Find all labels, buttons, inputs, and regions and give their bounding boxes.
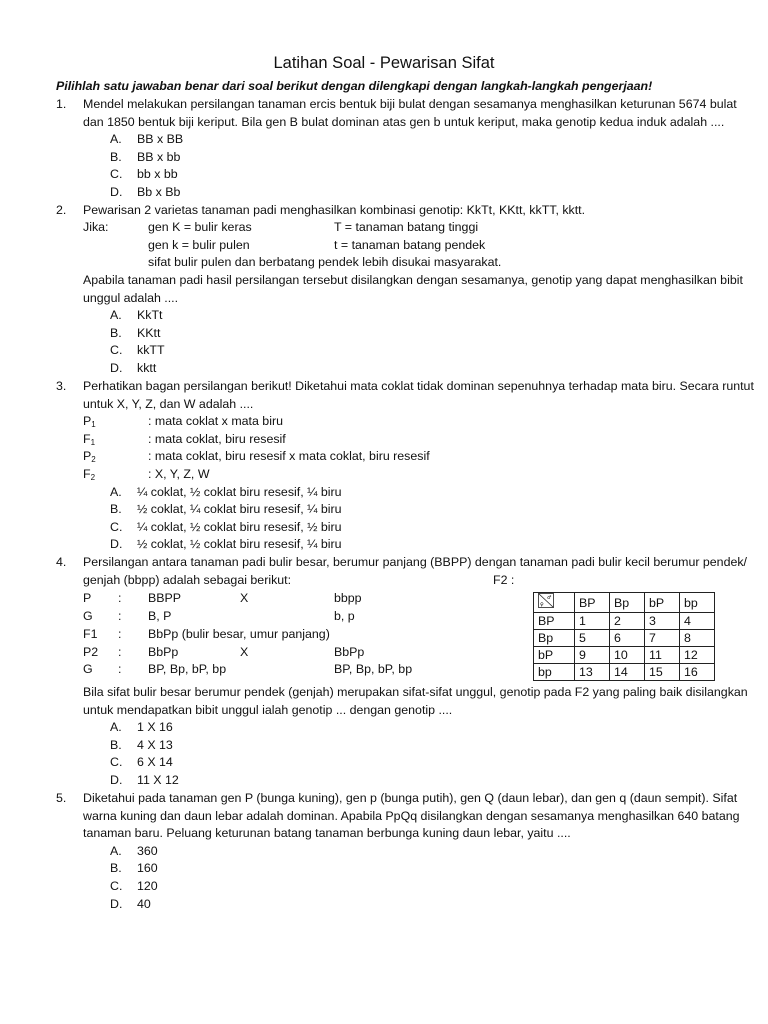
table-row-label: Bp bbox=[534, 630, 575, 647]
table-header-cell: Bp bbox=[610, 593, 645, 613]
cross-text: : mata coklat, biru resesif x mata coklat, biru resesif bbox=[148, 449, 430, 463]
cross-text: : mata coklat x mata biru bbox=[148, 414, 283, 428]
gene-definition: T = tanaman batang tinggi bbox=[334, 220, 479, 234]
question-text-line: Bila sifat bulir besar berumur pendek (genjah) merupakan sifat-sifat unggul, genotip pada F2 yang paling baik disilangkan bbox=[83, 685, 748, 699]
cross-label: G bbox=[83, 609, 93, 623]
cross-label: G bbox=[83, 662, 93, 676]
question-text-line: tanaman baru. Peluang keturunan batang tanaman berbunga kuning daun lebar, yaitu .... bbox=[83, 826, 571, 840]
question-text-line: genjah (bbpp) adalah sebagai berikut: bbox=[83, 573, 292, 587]
question-text-line: dan 1850 bentuk biji keriput. Bila gen B bulat dominan atas gen b untuk keriput, maka genotip kedua induk adalah .... bbox=[83, 115, 725, 129]
question-text-line: Persilangan antara tanaman padi bulir besar, berumur panjang (BBPP) dengan tanaman padi bulir kecil berumur pendek/ bbox=[83, 555, 747, 569]
table-row bbox=[534, 647, 715, 664]
table-cell: 7 bbox=[645, 630, 680, 647]
answer-option-c[interactable]: C. bb x bb bbox=[110, 167, 178, 181]
gene-definition: t = tanaman batang pendek bbox=[334, 238, 486, 252]
answer-option-d[interactable]: D. 40 bbox=[110, 897, 151, 911]
punnett-square-table bbox=[533, 592, 715, 681]
table-cell: 2 bbox=[610, 613, 645, 630]
question-text-line: untuk X, Y, Z, dan W adalah .... bbox=[83, 397, 254, 411]
table-header-cell: BP bbox=[575, 593, 610, 613]
answer-option-a[interactable]: A. 360 bbox=[110, 844, 158, 858]
table-cell: 8 bbox=[680, 630, 715, 647]
table-row-label: BP bbox=[534, 613, 575, 630]
cross-label: F1 bbox=[83, 627, 98, 641]
answer-option-d[interactable]: D. kktt bbox=[110, 361, 157, 375]
cross-parent-b: BbPp bbox=[334, 645, 365, 659]
cross-text: : X, Y, Z, W bbox=[148, 467, 210, 481]
answer-option-d[interactable]: D. ½ coklat, ½ coklat biru resesif, ¼ biru bbox=[110, 537, 342, 551]
answer-option-b[interactable]: B. KKtt bbox=[110, 326, 161, 340]
diagonal-split-icon bbox=[538, 593, 554, 608]
table-cell: 1 bbox=[575, 613, 610, 630]
table-cell: 15 bbox=[645, 664, 680, 681]
question-text-line: Apabila tanaman padi hasil persilangan tersebut disilangkan dengan sesamanya, genotip yang dapat menghasilkan bibit bbox=[83, 273, 743, 287]
svg-text:♀: ♀ bbox=[540, 602, 544, 608]
svg-text:♂: ♂ bbox=[547, 595, 552, 601]
cross-x: X bbox=[240, 591, 249, 605]
table-cell: 16 bbox=[680, 664, 715, 681]
question-number: 5. bbox=[56, 791, 67, 805]
answer-option-b[interactable]: B. 160 bbox=[110, 861, 158, 875]
cross-parent-b: bbpp bbox=[334, 591, 362, 605]
table-cell: 9 bbox=[575, 647, 610, 664]
table-cell: 3 bbox=[645, 613, 680, 630]
table-cell: 14 bbox=[610, 664, 645, 681]
question-text-line: warna kuning dan daun lebar adalah dominan. Apabila PpQq disilangkan dengan sesamanya menghasilkan 640 batang bbox=[83, 809, 740, 823]
table-cell: 13 bbox=[575, 664, 610, 681]
table-cell: 4 bbox=[680, 613, 715, 630]
question-number: 2. bbox=[56, 203, 67, 217]
cross-parent-a: BP, Bp, bP, bp bbox=[148, 662, 227, 676]
answer-option-a[interactable]: A. BB x BB bbox=[110, 132, 184, 146]
cross-parent-a: B, P bbox=[148, 609, 172, 623]
cross-label: $P_1$ bbox=[83, 414, 96, 429]
cross-x: X bbox=[240, 645, 249, 659]
table-row bbox=[534, 630, 715, 647]
table-corner-cell bbox=[534, 593, 575, 613]
cross-label: $F_2$ bbox=[83, 467, 96, 482]
gene-definition: gen k = bulir pulen bbox=[148, 238, 250, 252]
answer-option-c[interactable]: C. 120 bbox=[110, 879, 158, 893]
answer-option-c[interactable]: C. kkTT bbox=[110, 343, 165, 357]
table-cell: 10 bbox=[610, 647, 645, 664]
answer-option-a[interactable]: A. KkTt bbox=[110, 308, 163, 322]
table-row bbox=[534, 664, 715, 681]
table-cell: 12 bbox=[680, 647, 715, 664]
question-number: 3. bbox=[56, 379, 67, 393]
question-text-line: Pewarisan 2 varietas tanaman padi menghasilkan kombinasi genotip: KkTt, KKtt, kkTT, kktt. bbox=[83, 203, 586, 217]
cross-label: $P_2$ bbox=[83, 449, 96, 464]
question-text-line: unggul adalah .... bbox=[83, 291, 179, 305]
cross-parent-a: BbPp bbox=[148, 645, 179, 659]
table-row-label: bp bbox=[534, 664, 575, 681]
question-text-line: Mendel melakukan persilangan tanaman ercis bentuk biji bulat dengan sesamanya menghasilkan keturunan 5674 bulat bbox=[83, 97, 737, 111]
answer-option-c[interactable]: C. ¼ coklat, ½ coklat biru resesif, ½ biru bbox=[110, 520, 342, 534]
answer-option-b[interactable]: B. BB x bb bbox=[110, 150, 181, 164]
answer-option-b[interactable]: B. 4 X 13 bbox=[110, 738, 173, 752]
preference-note: sifat bulir pulen dan berbatang pendek lebih disukai masyarakat. bbox=[148, 255, 502, 269]
cross-colon: : bbox=[118, 591, 122, 605]
question-text-line: Diketahui pada tanaman gen P (bunga kuning), gen p (bunga putih), gen Q (daun lebar), dan gen q (daun sempit). Sifat bbox=[83, 791, 738, 805]
f2-label: F2 : bbox=[493, 573, 515, 587]
cross-colon: : bbox=[118, 662, 122, 676]
cross-text: : mata coklat, biru resesif bbox=[148, 432, 286, 446]
gene-definition: gen K = bulir keras bbox=[148, 220, 252, 234]
table-row bbox=[534, 613, 715, 630]
table-cell: 5 bbox=[575, 630, 610, 647]
page-title: Latihan Soal - Pewarisan Sifat bbox=[273, 54, 495, 72]
question-text-line: untuk mendapatkan bibit unggul ialah genotip ... dengan genotip .... bbox=[83, 703, 453, 717]
cross-label: P2 bbox=[83, 645, 99, 659]
answer-option-a[interactable]: A. 1 X 16 bbox=[110, 720, 173, 734]
table-cell: 6 bbox=[610, 630, 645, 647]
answer-option-b[interactable]: B. ½ coklat, ¼ coklat biru resesif, ¼ biru bbox=[110, 502, 342, 516]
cross-parent-b: b, p bbox=[334, 609, 355, 623]
cross-colon: : bbox=[118, 627, 122, 641]
question-number: 1. bbox=[56, 97, 67, 111]
table-cell: 11 bbox=[645, 647, 680, 664]
cross-parent-a: BbPp (bulir besar, umur panjang) bbox=[148, 627, 330, 641]
question-number: 4. bbox=[56, 555, 67, 569]
answer-option-d[interactable]: D. Bb x Bb bbox=[110, 185, 181, 199]
table-header-row bbox=[534, 593, 715, 613]
cross-colon: : bbox=[118, 645, 122, 659]
cross-colon: : bbox=[118, 609, 122, 623]
table-header-cell: bP bbox=[645, 593, 680, 613]
instruction-text: Pilihlah satu jawaban benar dari soal berikut dengan dilengkapi dengan langkah-langkah pengerjaan! bbox=[56, 79, 653, 93]
cross-parent-b: BP, Bp, bP, bp bbox=[334, 662, 413, 676]
table-header-cell: bp bbox=[680, 593, 715, 613]
answer-option-d[interactable]: D. 11 X 12 bbox=[110, 773, 179, 787]
cross-parent-a: BBPP bbox=[148, 591, 182, 605]
answer-option-c[interactable]: C. 6 X 14 bbox=[110, 755, 173, 769]
cross-label: P bbox=[83, 591, 92, 605]
answer-option-a[interactable]: A. ¼ coklat, ½ coklat biru resesif, ¼ biru bbox=[110, 485, 342, 499]
cross-label: $F_1$ bbox=[83, 432, 96, 447]
table-row-label: bP bbox=[534, 647, 575, 664]
question-text-line: Perhatikan bagan persilangan berikut! Diketahui mata coklat tidak dominan sepenuhnya terhadap mata biru. Secara runtut bbox=[83, 379, 754, 393]
jika-label: Jika: bbox=[83, 220, 109, 234]
